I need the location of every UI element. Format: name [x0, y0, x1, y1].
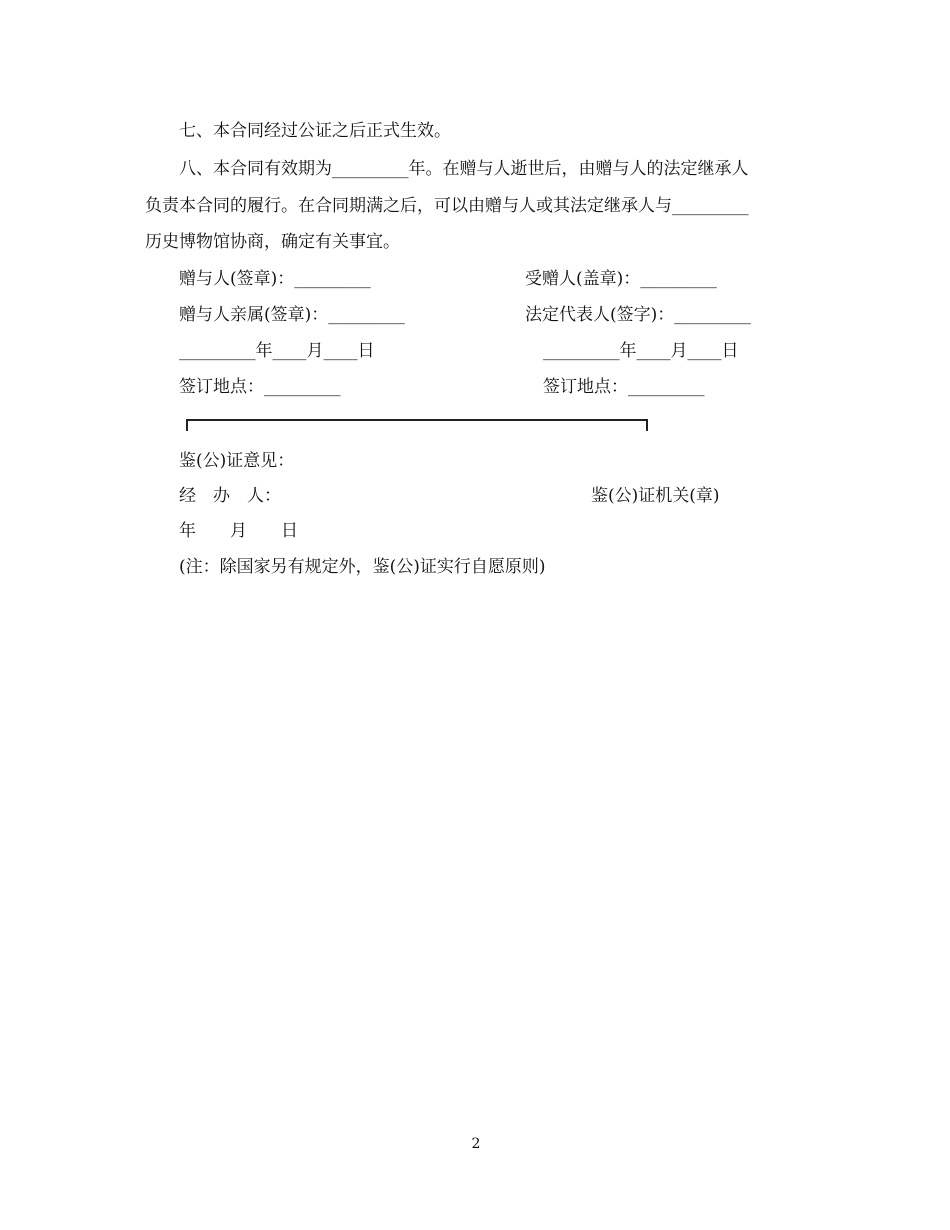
clause-8-line-1: 八、本合同有效期为_________年。在赠与人逝世后，由赠与人的法定继承人	[179, 159, 749, 179]
page-number: 2	[471, 1136, 481, 1152]
signing-place-left: 签订地点：_________	[179, 377, 341, 397]
donor-signature: 赠与人(签章)：_________	[179, 269, 371, 289]
notary-opinion-label: 鉴(公)证意见：	[179, 451, 295, 471]
clause-7: 七、本合同经过公证之后正式生效。	[179, 121, 451, 141]
clause-8-line-3: 历史博物馆协商，确定有关事宜。	[145, 232, 400, 252]
clause-8-line-2: 负责本合同的履行。在合同期满之后，可以由赠与人或其法定继承人与_________	[145, 196, 749, 216]
handler-label: 经 办 人：	[179, 486, 281, 506]
signing-place-right: 签订地点：_________	[543, 377, 705, 397]
notary-note: (注：除国家另有规定外，鉴(公)证实行自愿原则)	[179, 557, 546, 577]
donee-seal: 受赠人(盖章)：_________	[525, 269, 717, 289]
date-left: _________年____月____日	[179, 341, 375, 361]
notary-date: 年 月 日	[179, 521, 298, 541]
date-right: _________年____月____日	[543, 341, 739, 361]
legal-representative-signature: 法定代表人(签字)：_________	[525, 305, 751, 325]
donor-relative-signature: 赠与人亲属(签章)：_________	[179, 305, 405, 325]
notary-authority-seal: 鉴(公)证机关(章)	[591, 486, 720, 506]
notary-section-divider	[186, 419, 648, 431]
